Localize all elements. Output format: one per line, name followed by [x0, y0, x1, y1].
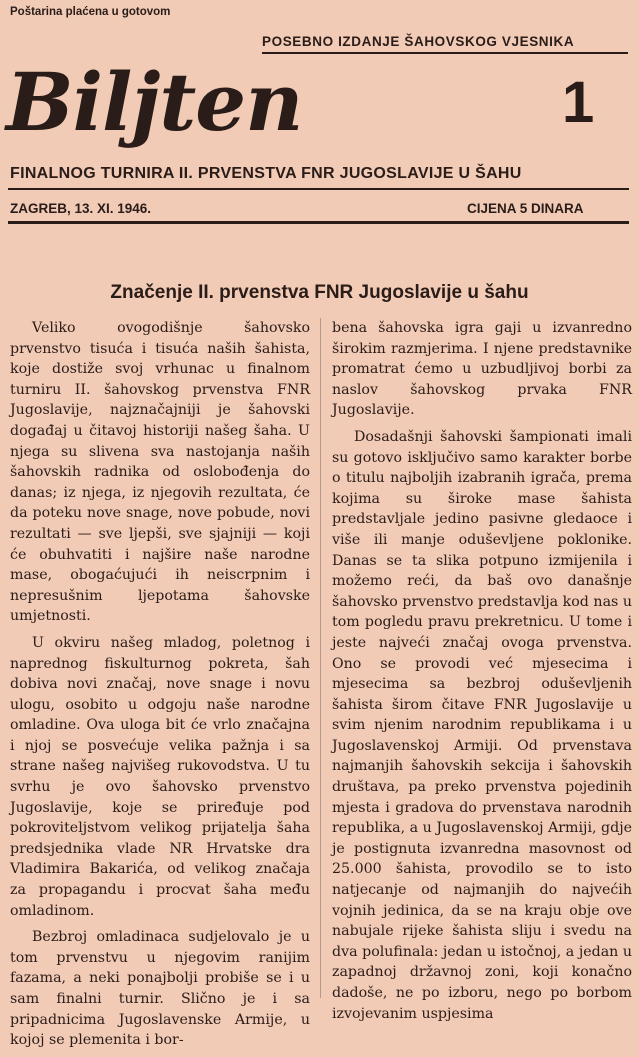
header-rule-bottom — [8, 221, 629, 224]
article-paragraph: Dosadašnji šahovski šampionati imali su gotovo isključivo samo karakter borbe o titulu najboljih izabranih igrača, prema kojima su široke mase šahista predstavljale jedino pasivne gledaoce i više ili manje oduševljene poklonike. Danas se ta slika potpuno izmijenila i možemo reći, da baš ovo današnje šahovsko prvenstvo predstavlja kod nas u tom pogledu pravu prekretnicu. U tome i jeste najveći značaj ovoga prvenstva. Ono se provodi već mjesecima i mjesecima sa bezbroj oduševljenih šahista širom čitave FNR Jugoslavije u svim njenim narodnim republikama i u Jugoslavenskoj Armiji. Od prvenstava najmanjih šahovskih sekcija i šahovskih društava, pa preko prvenstva pojedinih mjesta i gradova do prvenstava narodnih republika, a u Jugoslavenskoj Armiji, gdje je postignuta izvanredna masovnost od 25.000 šahista, provodilo se to isto natjecanje od najmanjih do najvećih vojnih jedinica, da se na kraju obje ove nabujale rijeke šahista sliju i svedu na dva polufinala: jedan u istočnoj, a jedan u zapadnoj državnoj zoni, koji konačno dadoše, ne po izboru, nego po borbom izvojevanim uspjesima — [332, 428, 632, 1022]
article-paragraph: Bezbroj omladinaca sudjelovalo je u tom prvenstvu u njegovim ranijim fazama, a neki ponajbolji probiše se i u sam finalni turnir. Slično je i sa pripadnicima Jugoslavenske Armije, u kojoj se plemenita i bor- — [10, 929, 310, 1049]
masthead-subtitle: FINALNOG TURNIRA II. PRVENSTVA FNR JUGOSLAVIJE U ŠAHU — [10, 165, 522, 182]
masthead-logo: Biljten — [6, 55, 303, 149]
article-column-right — [332, 318, 632, 1030]
article-paragraph: U okviru našeg mladog, poletnog i naprednog fiskulturnog pokreta, šah dobiva novi značaj, nove snage i novu ulogu, osobito u odgoju naše narodne omladine. Ova uloga bit će vrlo značajna i njoj se posvećuje velika pažnja i sa strane našeg najvišeg rukovodstva. U tu svrhu je ovo šahovsko prvenstvo Jugoslavije, koje se priređuje pod pokroviteljstvom velikog prijatelja šaha predsjednika vlade NR Hrvatske dra Vladimira Bakarića, od velikog značaja za propagandu i procvat šaha među omladinom. — [10, 634, 310, 919]
article-headline: Značenje II. prvenstva FNR Jugoslavije u šahu — [110, 282, 529, 303]
header-rule-top — [262, 52, 628, 54]
header-rule-mid — [8, 188, 629, 190]
dateline: ZAGREB, 13. XI. 1946. — [10, 201, 152, 216]
price-label: CIJENA 5 DINARA — [467, 201, 584, 216]
special-edition-label: POSEBNO IZDANJE ŠAHOVSKOG VJESNIKA — [262, 34, 575, 49]
column-divider — [320, 318, 321, 998]
issue-number: 1 — [562, 70, 595, 135]
article-paragraph: Veliko ovogodišnje šahovsko prvenstvo tisuća i tisuća naših šahista, koje dostiže svoj vrhunac u finalnom turniru II. šahovskog prvenstva FNR Jugoslavije, najznačajniji je šahovski događaj u čitavoj historiji našeg šaha. U njega su slivena sva nastojanja naših šahovskih radnika od oslobođenja do danas; iz njega, iz njegovih rezultata, će da poteku nove snage, nove pobude, novi rezultati — sve ljepši, sve sjajniji — koji će obuhvatiti i najšire naše narodne mase, obogaćujući ih neiscrpnim i nepresušnim ljepotama šahovske umjetnosti. — [10, 320, 310, 625]
article-paragraph: bena šahovska igra gaji u izvanredno širokim razmjerima. I njene predstavnike promatrat ćemo u uzbudljivoj borbi za naslov šahovskog prvaka FNR Jugoslavije. — [332, 320, 632, 419]
postage-note: Poštarina plaćena u gotovom — [10, 6, 171, 18]
article-column-left — [10, 318, 310, 1057]
